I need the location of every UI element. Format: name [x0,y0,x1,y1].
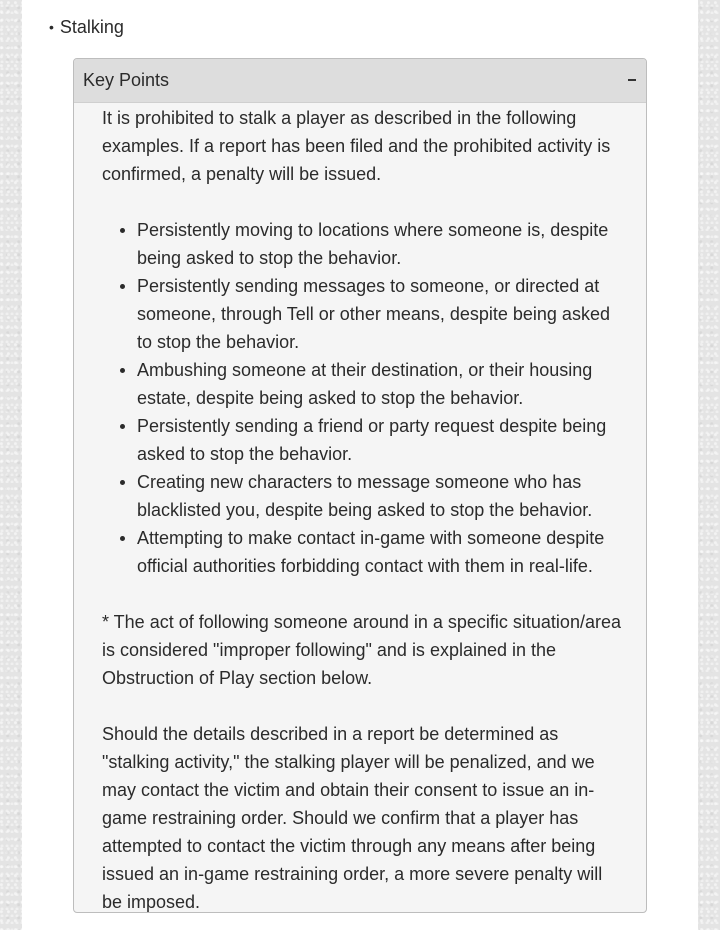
list-item [137,468,626,524]
note-paragraph: * The act of following someone around in a specific situation/area is considered "improper following" and is explained in the Obstruction of Play section below. [102,612,621,688]
accordion-body [74,103,646,913]
list-item [137,356,626,412]
minus-icon[interactable] [628,79,636,81]
list-item-text: Persistently sending a friend or party request despite being asked to stop the behavior. [137,416,607,464]
bullet-dot-icon [120,480,125,485]
list-item [137,272,626,356]
intro-paragraph: It is prohibited to stalk a player as described in the following examples. If a report has been filed and the prohibited activity is confirmed, a penalty will be issued. [102,108,611,184]
list-item-text: Persistently moving to locations where someone is, despite being asked to stop the behavior. [137,220,609,268]
section-heading [49,14,124,40]
page-content [22,0,698,930]
bullet-dot-icon [120,368,125,373]
list-item-text: Attempting to make contact in-game with someone despite official authorities forbidding contact with them in real-life. [137,528,605,576]
list-item [137,216,626,272]
section-title: Stalking [59,17,124,37]
key-points-accordion [73,58,647,913]
bullet-dot-icon [120,228,125,233]
list-item [137,524,626,580]
bullet-dot-icon [120,424,125,429]
examples-list [102,216,626,580]
list-item-text: Ambushing someone at their destination, or their housing estate, despite being asked to stop the behavior. [137,360,593,408]
accordion-header[interactable] [74,59,646,103]
bullet-dot-icon [120,536,125,541]
list-item-text: Creating new characters to message someone who has blacklisted you, despite being asked to stop the behavior. [137,472,593,520]
penalty-paragraph: Should the details described in a report be determined as "stalking activity," the stalking player will be penalized, and we may contact the victim and obtain their consent to issue an in-game restraining order. Should we confirm that a player has attempted to contact the victim through any means after being issued an in-game restraining order, a more severe penalty will be imposed. [102,724,603,912]
bullet-dot-icon: • [49,19,54,35]
list-item [137,412,626,468]
list-item-text: Persistently sending messages to someone, or directed at someone, through Tell or other means, despite being asked to stop the behavior. [137,276,610,352]
bullet-dot-icon [120,284,125,289]
accordion-title: Key Points [83,70,170,90]
